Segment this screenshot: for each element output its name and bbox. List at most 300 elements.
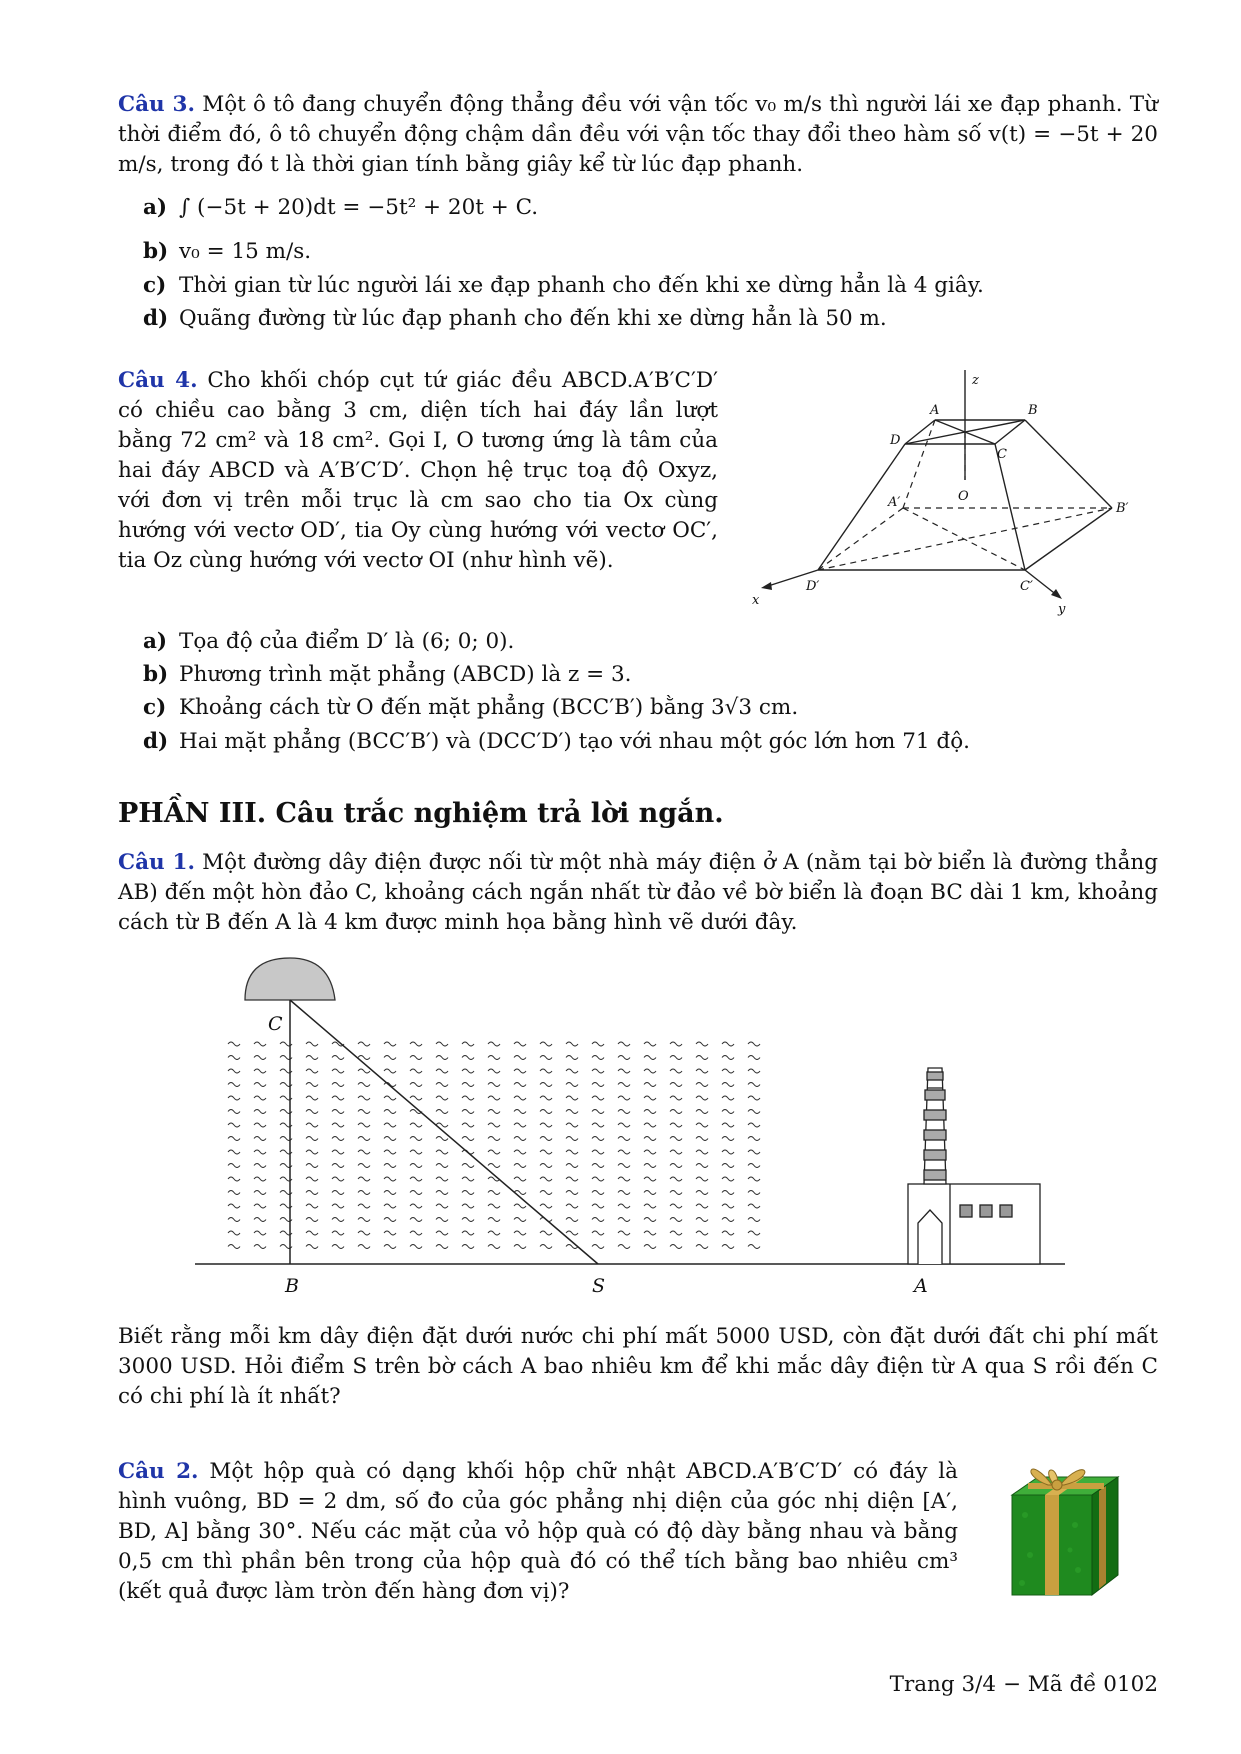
wave-mark <box>748 1150 760 1154</box>
wave-mark <box>566 1056 578 1060</box>
wave-mark <box>514 1110 526 1114</box>
svg-text:B′: B′ <box>1116 501 1129 516</box>
p3q1-label: Câu 1. <box>118 850 195 875</box>
wave-mark <box>306 1231 318 1235</box>
point-C-label: C <box>268 1013 283 1035</box>
wave-mark <box>462 1069 474 1073</box>
wave-mark <box>410 1056 422 1060</box>
wave-mark <box>592 1069 604 1073</box>
q4-option-c: c) Khoảng cách từ O đến mặt phẳng (BCC′B′) bằng 3√3 cm. <box>143 695 799 720</box>
factory-drawing <box>908 1068 1040 1264</box>
wave-mark <box>722 1083 734 1087</box>
wave-mark <box>436 1191 448 1195</box>
wave-mark <box>592 1123 604 1127</box>
wave-mark <box>540 1191 552 1195</box>
wave-mark <box>436 1137 448 1141</box>
wave-mark <box>410 1123 422 1127</box>
wave-mark <box>358 1083 370 1087</box>
wave-mark <box>514 1245 526 1249</box>
part3-heading: PHẦN III. Câu trắc nghiệm trả lời ngắn. <box>118 798 724 829</box>
wave-mark <box>306 1191 318 1195</box>
wave-mark <box>254 1069 266 1073</box>
wave-mark <box>228 1083 240 1087</box>
wave-mark <box>436 1150 448 1154</box>
wave-mark <box>384 1150 396 1154</box>
wave-mark <box>384 1069 396 1073</box>
p3q2-label: Câu 2. <box>118 1459 199 1484</box>
p3q1-stem <box>118 848 1158 938</box>
point-S-label: S <box>592 1275 606 1297</box>
svg-text:C: C <box>997 447 1007 462</box>
wave-mark <box>644 1191 656 1195</box>
wave-mark <box>228 1096 240 1100</box>
wave-mark <box>566 1191 578 1195</box>
wave-mark <box>592 1083 604 1087</box>
wave-mark <box>592 1110 604 1114</box>
wave-mark <box>384 1123 396 1127</box>
wave-mark <box>462 1056 474 1060</box>
wave-mark <box>540 1164 552 1168</box>
wave-mark <box>618 1164 630 1168</box>
wave-mark <box>722 1164 734 1168</box>
wave-mark <box>228 1123 240 1127</box>
wave-mark <box>696 1069 708 1073</box>
wave-mark <box>332 1056 344 1060</box>
wave-mark <box>306 1137 318 1141</box>
wave-mark <box>618 1056 630 1060</box>
wave-mark <box>488 1083 500 1087</box>
wave-mark <box>384 1218 396 1222</box>
wave-mark <box>410 1245 422 1249</box>
wave-mark <box>358 1137 370 1141</box>
wave-mark <box>384 1191 396 1195</box>
wave-mark <box>228 1218 240 1222</box>
wave-mark <box>332 1164 344 1168</box>
wave-mark <box>358 1069 370 1073</box>
wave-mark <box>670 1245 682 1249</box>
wave-mark <box>592 1056 604 1060</box>
wave-mark <box>670 1056 682 1060</box>
wave-mark <box>306 1056 318 1060</box>
wave-mark <box>462 1177 474 1181</box>
wave-mark <box>670 1096 682 1100</box>
wave-mark <box>514 1042 526 1046</box>
wave-mark <box>592 1204 604 1208</box>
wave-mark <box>696 1096 708 1100</box>
wave-mark <box>358 1110 370 1114</box>
wave-mark <box>748 1123 760 1127</box>
wave-mark <box>254 1218 266 1222</box>
wave-mark <box>358 1218 370 1222</box>
wave-mark <box>410 1177 422 1181</box>
wave-mark <box>540 1245 552 1249</box>
wave-mark <box>592 1218 604 1222</box>
wave-mark <box>592 1164 604 1168</box>
wave-mark <box>410 1164 422 1168</box>
wave-mark <box>696 1231 708 1235</box>
wave-mark <box>488 1218 500 1222</box>
wave-mark <box>618 1204 630 1208</box>
wave-mark <box>514 1123 526 1127</box>
wave-mark <box>566 1177 578 1181</box>
wave-mark <box>644 1137 656 1141</box>
q3-option-d: d) Quãng đường từ lúc đạp phanh cho đến khi xe dừng hẳn là 50 m. <box>143 306 887 331</box>
wave-mark <box>696 1150 708 1154</box>
wave-mark <box>592 1150 604 1154</box>
wave-mark <box>358 1123 370 1127</box>
svg-text:C′: C′ <box>1020 579 1033 594</box>
wave-mark <box>566 1137 578 1141</box>
svg-text:D′: D′ <box>806 579 820 594</box>
wave-mark <box>618 1245 630 1249</box>
wave-mark <box>228 1204 240 1208</box>
wave-mark <box>748 1083 760 1087</box>
wave-mark <box>722 1069 734 1073</box>
wave-mark <box>514 1137 526 1141</box>
q3-stem <box>118 90 1158 180</box>
wave-mark <box>748 1231 760 1235</box>
q3-label: Câu 3. <box>118 92 195 117</box>
wave-mark <box>462 1245 474 1249</box>
wave-mark <box>618 1069 630 1073</box>
wave-mark <box>358 1164 370 1168</box>
wave-mark <box>254 1150 266 1154</box>
p3q1-after-text: Biết rằng mỗi km dây điện đặt dưới nước chi phí mất 5000 USD, còn đặt dưới đất chi phí mất 3000 USD. Hỏi điểm S trên bờ cách A bao nhiêu km để khi mắc dây điện từ A qua S rồi đến C có chi phí là ít nhất? <box>118 1324 1158 1409</box>
wave-mark <box>254 1083 266 1087</box>
wave-mark <box>514 1164 526 1168</box>
wave-mark <box>592 1096 604 1100</box>
wave-mark <box>618 1177 630 1181</box>
wave-mark <box>228 1164 240 1168</box>
wave-mark <box>618 1096 630 1100</box>
wave-mark <box>462 1137 474 1141</box>
wave-mark <box>618 1123 630 1127</box>
wave-mark <box>592 1042 604 1046</box>
wave-mark <box>566 1231 578 1235</box>
wave-mark <box>228 1191 240 1195</box>
wave-mark <box>644 1231 656 1235</box>
wave-mark <box>384 1245 396 1249</box>
wave-mark <box>384 1096 396 1100</box>
wave-mark <box>306 1150 318 1154</box>
wave-mark <box>306 1204 318 1208</box>
wave-mark <box>618 1218 630 1222</box>
wave-mark <box>748 1042 760 1046</box>
wave-mark <box>306 1096 318 1100</box>
wave-mark <box>644 1083 656 1087</box>
wave-mark <box>722 1218 734 1222</box>
wave-mark <box>436 1218 448 1222</box>
wave-mark <box>410 1083 422 1087</box>
wave-mark <box>696 1083 708 1087</box>
wave-mark <box>696 1056 708 1060</box>
wave-mark <box>696 1218 708 1222</box>
wave-mark <box>566 1218 578 1222</box>
wave-mark <box>722 1096 734 1100</box>
gift-box-image <box>1000 1455 1130 1605</box>
wave-mark <box>722 1177 734 1181</box>
wave-mark <box>722 1110 734 1114</box>
wave-mark <box>748 1218 760 1222</box>
wave-mark <box>254 1164 266 1168</box>
wave-mark <box>384 1177 396 1181</box>
wave-mark <box>410 1231 422 1235</box>
wave-mark <box>462 1218 474 1222</box>
wave-mark <box>748 1204 760 1208</box>
wave-mark <box>228 1177 240 1181</box>
wave-mark <box>436 1083 448 1087</box>
q3-option-c: c) Thời gian từ lúc người lái xe đạp phanh cho đến khi xe dừng hẳn là 4 giây. <box>143 273 984 298</box>
wave-mark <box>332 1191 344 1195</box>
point-A-label: A <box>914 1275 928 1297</box>
point-B-label: B <box>285 1275 299 1297</box>
wave-mark <box>644 1056 656 1060</box>
wave-mark <box>696 1123 708 1127</box>
wave-mark <box>514 1177 526 1181</box>
wave-mark <box>514 1231 526 1235</box>
wave-mark <box>670 1204 682 1208</box>
wave-mark <box>436 1056 448 1060</box>
wave-mark <box>384 1042 396 1046</box>
wave-mark <box>748 1137 760 1141</box>
wave-mark <box>462 1083 474 1087</box>
wave-mark <box>670 1137 682 1141</box>
wave-mark <box>540 1137 552 1141</box>
wave-mark <box>436 1204 448 1208</box>
wave-mark <box>540 1204 552 1208</box>
wave-mark <box>540 1056 552 1060</box>
wave-mark <box>696 1177 708 1181</box>
p3q1-text: Một đường dây điện được nối từ một nhà máy điện ở A (nằm tại bờ biển là đường thẳng AB) đến một hòn đảo C, khoảng cách ngắn nhất từ đảo về bờ biển là đoạn BC dài 1 km, khoảng cách từ B đến A là 4 km được minh họa bằng hình vẽ dưới đây. <box>118 850 1158 935</box>
wave-mark <box>228 1150 240 1154</box>
wave-mark <box>696 1204 708 1208</box>
wave-mark <box>410 1150 422 1154</box>
wave-mark <box>748 1056 760 1060</box>
wave-mark <box>254 1231 266 1235</box>
svg-text:D: D <box>890 433 901 448</box>
wave-mark <box>358 1191 370 1195</box>
q3-text: Một ô tô đang chuyển động thẳng đều với vận tốc v₀ m/s thì người lái xe đạp phanh. Từ thời điểm đó, ô tô chuyển động chậm dần đều với vận tốc thay đổi theo hàm số v(t) = −5t + 20 m/s, trong đó t là thời gian tính bằng giây kể từ lúc đạp phanh. <box>118 92 1158 177</box>
island-shape <box>245 958 335 1000</box>
wave-mark <box>566 1164 578 1168</box>
wave-mark <box>644 1164 656 1168</box>
q4-label: Câu 4. <box>118 368 198 393</box>
wave-mark <box>514 1150 526 1154</box>
wave-mark <box>644 1042 656 1046</box>
wave-mark <box>462 1096 474 1100</box>
wave-mark <box>436 1245 448 1249</box>
wave-mark <box>254 1042 266 1046</box>
wave-mark <box>384 1204 396 1208</box>
wave-mark <box>566 1083 578 1087</box>
wave-mark <box>254 1137 266 1141</box>
wave-mark <box>644 1150 656 1154</box>
wave-mark <box>228 1231 240 1235</box>
wave-mark <box>384 1056 396 1060</box>
wave-mark <box>514 1204 526 1208</box>
wave-mark <box>228 1110 240 1114</box>
wave-mark <box>306 1123 318 1127</box>
wave-mark <box>462 1191 474 1195</box>
wave-mark <box>410 1191 422 1195</box>
wave-mark <box>436 1164 448 1168</box>
wave-mark <box>332 1123 344 1127</box>
wave-mark <box>670 1218 682 1222</box>
wave-mark <box>722 1123 734 1127</box>
wave-mark <box>306 1177 318 1181</box>
wave-mark <box>462 1204 474 1208</box>
q4-stem <box>118 366 718 576</box>
wave-mark <box>566 1110 578 1114</box>
wave-mark <box>644 1177 656 1181</box>
wave-mark <box>592 1177 604 1181</box>
wave-mark <box>488 1137 500 1141</box>
p3q2-text: Một hộp quà có dạng khối hộp chữ nhật ABCD.A′B′C′D′ có đáy là hình vuông, BD = 2 dm, số đo của góc phẳng nhị diện của góc nhị diện [A′, BD, A] bằng 30°. Nếu các mặt của vỏ hộp quà có độ dày bằng nhau và bằng 0,5 cm thì phần bên trong của hộp quà đó có thể tích bằng bao nhiêu cm³ (kết quả được làm tròn đến hàng đơn vị)? <box>118 1459 958 1604</box>
svg-text:A: A <box>930 403 940 418</box>
wave-mark <box>332 1245 344 1249</box>
wave-mark <box>436 1177 448 1181</box>
wave-mark <box>540 1069 552 1073</box>
wave-mark <box>488 1042 500 1046</box>
wave-mark <box>436 1096 448 1100</box>
wave-mark <box>644 1069 656 1073</box>
wave-mark <box>644 1110 656 1114</box>
wave-mark <box>332 1137 344 1141</box>
wave-mark <box>488 1164 500 1168</box>
wave-mark <box>696 1245 708 1249</box>
axis-z-label: z <box>972 373 979 388</box>
q4-option-b: b) Phương trình mặt phẳng (ABCD) là z = 3. <box>143 662 632 687</box>
wave-mark <box>722 1150 734 1154</box>
wave-mark <box>696 1042 708 1046</box>
wave-mark <box>566 1069 578 1073</box>
wave-mark <box>462 1123 474 1127</box>
wave-mark <box>436 1231 448 1235</box>
wave-mark <box>306 1110 318 1114</box>
wave-mark <box>462 1164 474 1168</box>
wave-mark <box>722 1056 734 1060</box>
wave-mark <box>618 1083 630 1087</box>
wave-mark <box>254 1110 266 1114</box>
wave-mark <box>488 1204 500 1208</box>
wave-mark <box>748 1177 760 1181</box>
wave-mark <box>410 1069 422 1073</box>
wave-mark <box>566 1096 578 1100</box>
svg-text:A′: A′ <box>888 495 901 510</box>
wave-mark <box>306 1042 318 1046</box>
wave-mark <box>592 1191 604 1195</box>
wave-mark <box>306 1164 318 1168</box>
wave-mark <box>488 1069 500 1073</box>
wave-mark <box>410 1096 422 1100</box>
wave-mark <box>696 1164 708 1168</box>
wave-mark <box>696 1137 708 1141</box>
wave-mark <box>670 1110 682 1114</box>
wave-mark <box>670 1177 682 1181</box>
wave-mark <box>254 1177 266 1181</box>
wave-mark <box>722 1245 734 1249</box>
wave-mark <box>670 1083 682 1087</box>
wave-mark <box>228 1042 240 1046</box>
wave-mark <box>254 1191 266 1195</box>
wave-mark <box>592 1137 604 1141</box>
wave-mark <box>228 1245 240 1249</box>
wave-mark <box>358 1150 370 1154</box>
wave-mark <box>618 1191 630 1195</box>
wave-mark <box>228 1137 240 1141</box>
wave-mark <box>462 1110 474 1114</box>
wave-mark <box>358 1042 370 1046</box>
svg-text:O: O <box>958 489 969 504</box>
wave-mark <box>514 1096 526 1100</box>
wave-mark <box>618 1137 630 1141</box>
wave-mark <box>488 1096 500 1100</box>
wave-mark <box>488 1123 500 1127</box>
wave-mark <box>306 1245 318 1249</box>
wave-mark <box>670 1042 682 1046</box>
wave-mark <box>436 1069 448 1073</box>
wave-mark <box>436 1042 448 1046</box>
wave-mark <box>748 1245 760 1249</box>
wave-mark <box>254 1245 266 1249</box>
wave-mark <box>306 1069 318 1073</box>
q3-option-a: a) ∫ (−5t + 20)dt = −5t² + 20t + C. <box>143 195 539 220</box>
wave-mark <box>618 1110 630 1114</box>
wave-mark <box>748 1191 760 1195</box>
wave-mark <box>644 1245 656 1249</box>
wave-mark <box>670 1150 682 1154</box>
wave-mark <box>696 1191 708 1195</box>
wave-mark <box>722 1231 734 1235</box>
wave-mark <box>540 1110 552 1114</box>
wave-mark <box>670 1191 682 1195</box>
wave-mark <box>488 1245 500 1249</box>
wave-mark <box>332 1110 344 1114</box>
wave-mark <box>670 1231 682 1235</box>
wave-mark <box>488 1150 500 1154</box>
wave-mark <box>384 1110 396 1114</box>
wave-mark <box>332 1177 344 1181</box>
wave-mark <box>592 1245 604 1249</box>
wave-mark <box>540 1177 552 1181</box>
wave-mark <box>566 1150 578 1154</box>
wave-mark <box>332 1231 344 1235</box>
wave-mark <box>540 1096 552 1100</box>
svg-text:B: B <box>1028 403 1038 418</box>
frustum-figure <box>740 370 1140 620</box>
wave-mark <box>748 1164 760 1168</box>
q4-option-d: d) Hai mặt phẳng (BCC′B′) và (DCC′D′) tạo với nhau một góc lớn hơn 71 độ. <box>143 729 970 754</box>
wave-mark <box>228 1056 240 1060</box>
wave-mark <box>332 1096 344 1100</box>
wave-mark <box>332 1069 344 1073</box>
wave-mark <box>358 1177 370 1181</box>
wave-mark <box>644 1096 656 1100</box>
wave-mark <box>410 1218 422 1222</box>
wave-mark <box>566 1042 578 1046</box>
wave-mark <box>670 1123 682 1127</box>
wave-mark <box>722 1191 734 1195</box>
wave-mark <box>566 1123 578 1127</box>
p3q2-stem <box>118 1457 958 1607</box>
wave-mark <box>540 1150 552 1154</box>
power-line-figure <box>190 948 1070 1298</box>
wave-mark <box>748 1110 760 1114</box>
wave-mark <box>592 1231 604 1235</box>
q3-option-b: b) v₀ = 15 m/s. <box>143 239 312 264</box>
wave-mark <box>540 1083 552 1087</box>
wave-mark <box>488 1110 500 1114</box>
